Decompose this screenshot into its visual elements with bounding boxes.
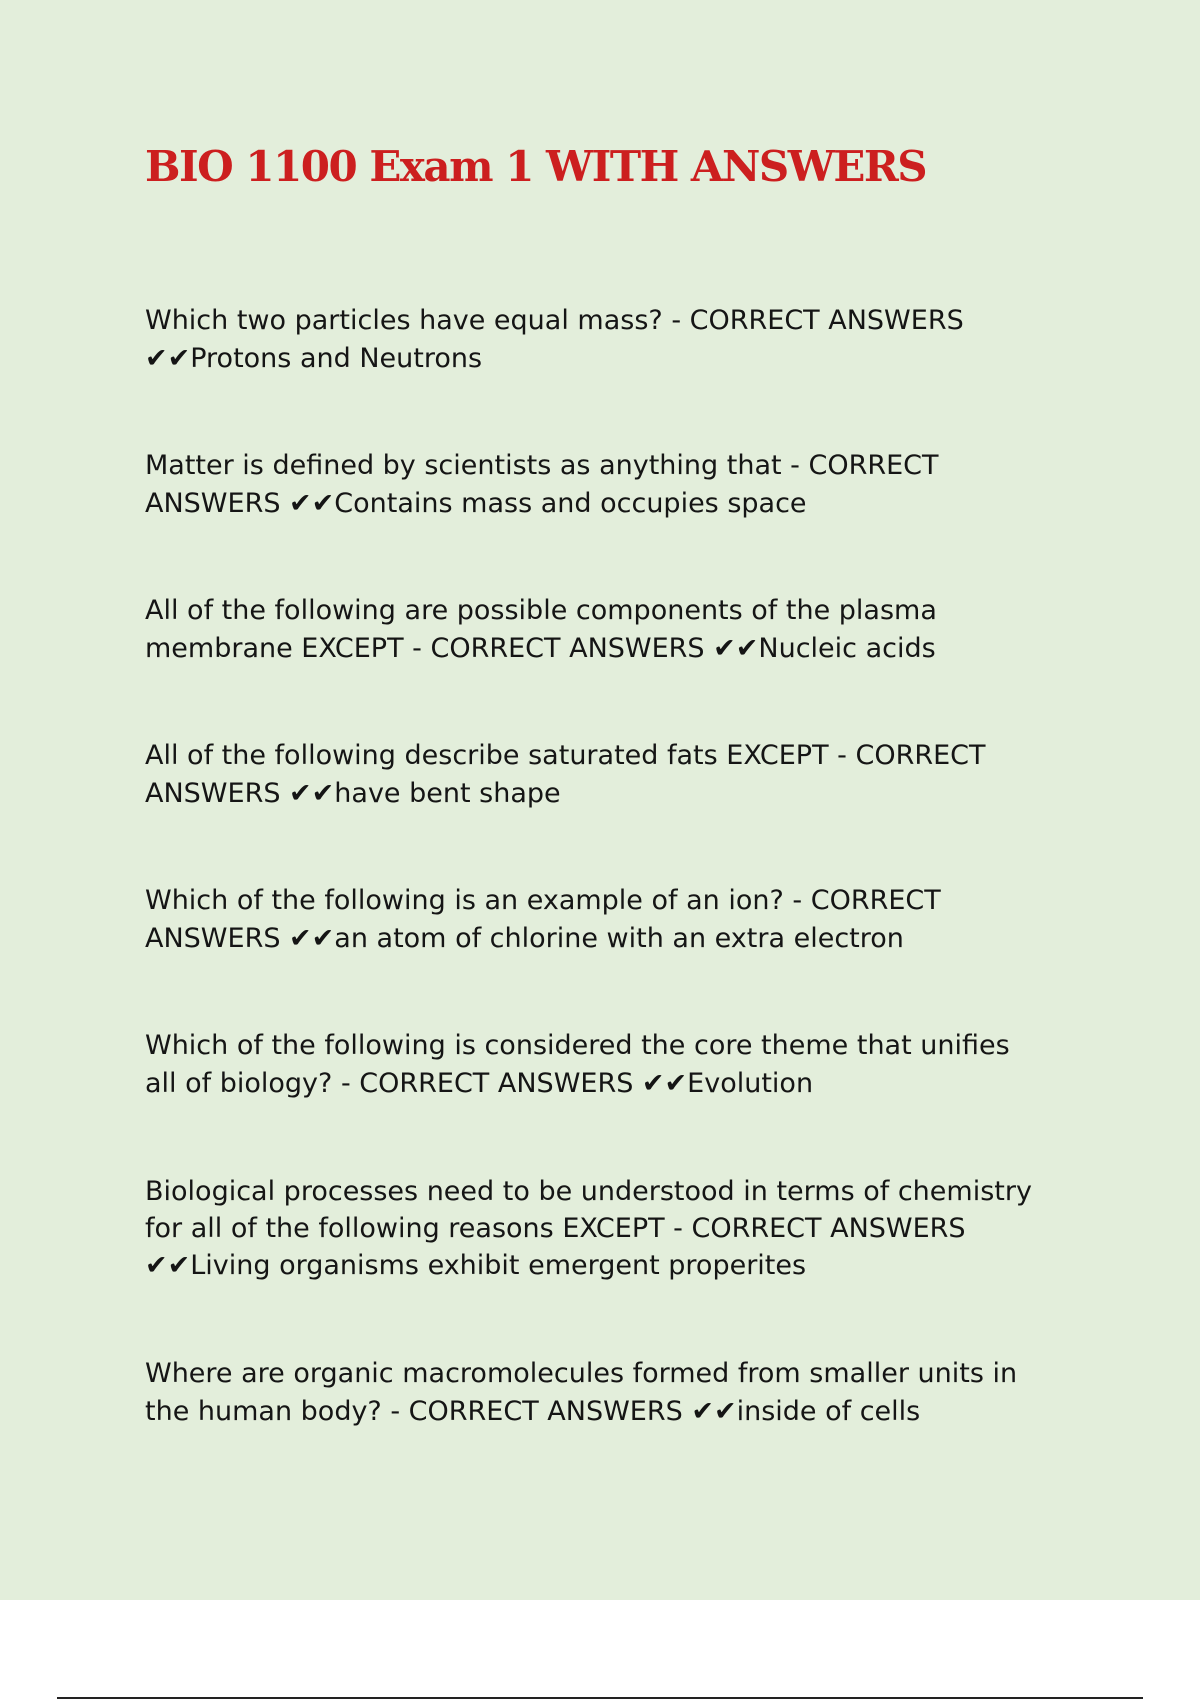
qa-item-3: All of the following are possible components of the plasma membrane EXCEPT - CORRECT ANSWERS ✔✔Nucleic acids bbox=[145, 595, 937, 664]
qa-item-5: Which of the following is an example of an ion? - CORRECT ANSWERS ✔✔an atom of chlorine with an extra electron bbox=[145, 885, 941, 954]
document-title: BIO 1100 Exam 1 WITH ANSWERS bbox=[145, 142, 927, 191]
footer-divider bbox=[57, 1697, 1143, 1699]
qa-item-8: Where are organic macromolecules formed from smaller units in the human body? - CORRECT ANSWERS ✔✔inside of cells bbox=[145, 1358, 1018, 1427]
qa-item-2: Matter is defined by scientists as anything that - CORRECT ANSWERS ✔✔Contains mass and occupies space bbox=[145, 450, 939, 519]
qa-item-1: Which two particles have equal mass? - CORRECT ANSWERS ✔✔Protons and Neutrons bbox=[145, 305, 964, 374]
qa-item-6: Which of the following is considered the core theme that unifies all of biology? - CORRECT ANSWERS ✔✔Evolution bbox=[145, 1030, 1010, 1099]
qa-item-4: All of the following describe saturated fats EXCEPT - CORRECT ANSWERS ✔✔have bent shape bbox=[145, 740, 986, 809]
qa-item-7: Biological processes need to be understood in terms of chemistry for all of the following reasons EXCEPT - CORRECT ANSWERS ✔✔Living organisms exhibit emergent properites bbox=[145, 1176, 1032, 1281]
